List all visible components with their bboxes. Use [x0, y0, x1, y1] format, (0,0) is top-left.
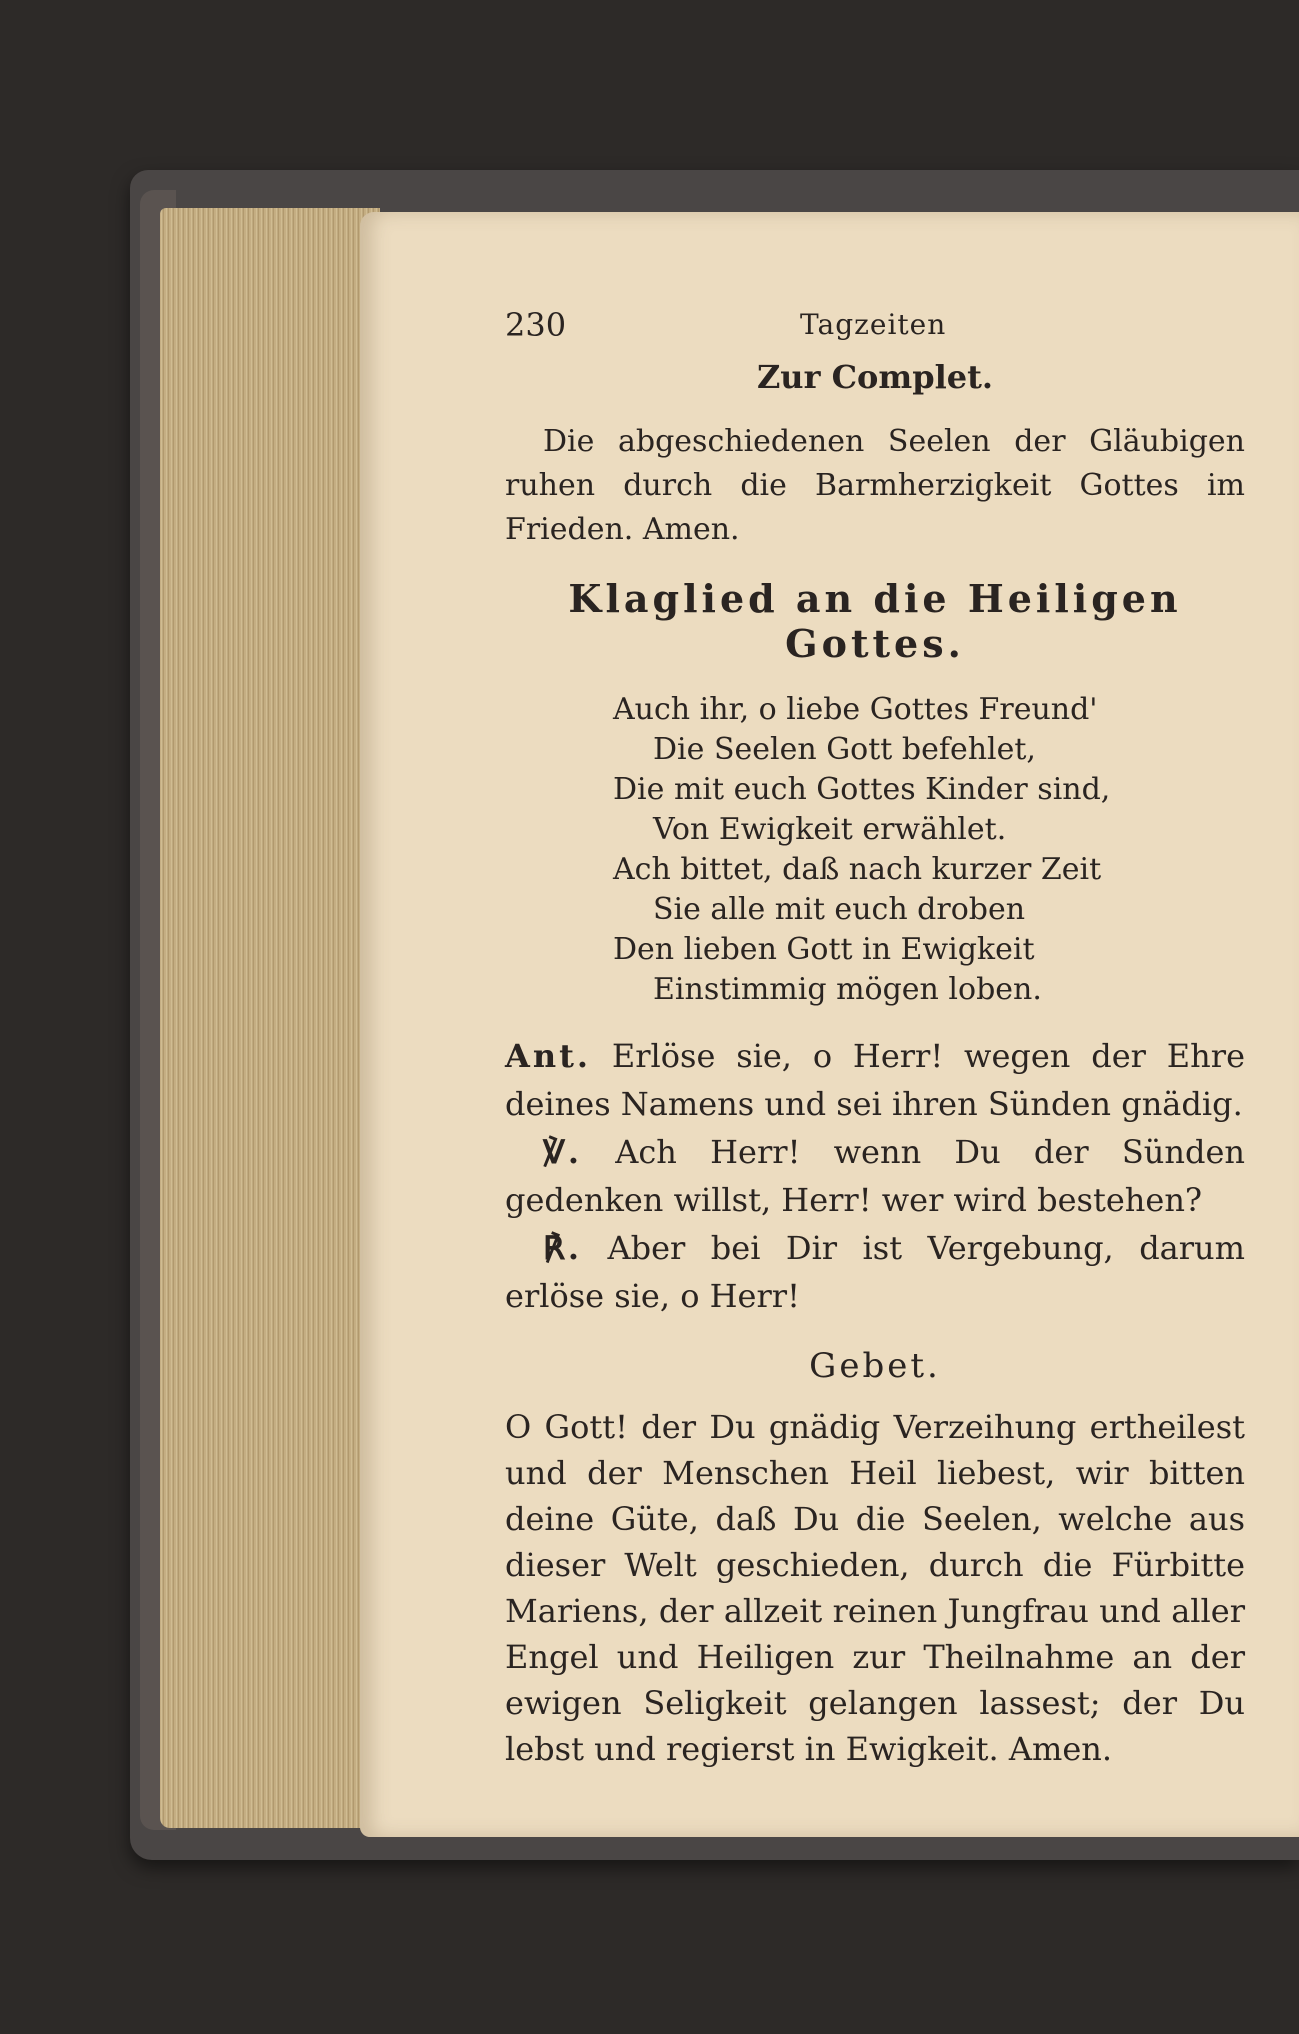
antiphon-label: Ant. — [505, 1037, 592, 1075]
page-number: 230 — [505, 306, 567, 344]
verse-line: Sie alle mit euch droben — [653, 892, 1026, 927]
antiphon-text: Erlöse sie, o Herr! wegen der Ehre deines Namens und sei ihren Sünden gnädig. — [505, 1037, 1246, 1123]
verse-line: Den lieben Gott in Ewigkeit — [613, 932, 1035, 967]
antiphon — [505, 1032, 1245, 1128]
klaglied-verse — [613, 690, 1245, 1010]
page-edges — [160, 208, 380, 1828]
response-text: Aber bei Dir ist Vergebung, darum erlöse sie, o Herr! — [505, 1229, 1246, 1315]
complet-text: Die abgeschiedenen Seelen der Gläubigen ruhen durch die Barmherzigkeit Gottes im Frieden. Amen. — [505, 424, 1245, 547]
versicle-text: Ach Herr! wenn Du der Sünden gedenken willst, Herr! wer wird bestehen? — [505, 1133, 1246, 1219]
response-label: ℟. — [543, 1229, 583, 1267]
page-content — [505, 290, 1245, 1772]
gebet-text: O Gott! der Du gnädig Verzeihung ertheilest und der Menschen Heil liebest, wir bitten deine Güte, daß Du die Seelen, welche aus dieser Welt geschieden, durch die Fürbitte Mariens, der allzeit reinen Jungfrau und aller Engel und Heiligen zur Theilnahme an der ewigen Seligkeit gelangen lassest; der Du lebst und regierst in Ewigkeit. Amen. — [505, 1408, 1245, 1768]
running-head: Tagzeiten — [800, 308, 947, 341]
spacer — [505, 1010, 1245, 1032]
gebet-heading: Gebet. — [809, 1346, 941, 1386]
verse-line: Die mit euch Gottes Kinder sind, — [613, 772, 1111, 807]
verse-line: Ach bittet, daß nach kurzer Zeit — [613, 852, 1102, 887]
verse-line: Einstimmig mögen loben. — [653, 972, 1042, 1007]
klaglied-heading: Klaglied an die Heiligen Gottes. — [568, 576, 1182, 666]
page-header — [505, 290, 1245, 346]
response — [505, 1224, 1245, 1320]
verse-line: Die Seelen Gott befehlet, — [653, 732, 1036, 767]
verse-line: Von Ewigkeit erwählet. — [653, 812, 1007, 847]
complet-heading: Zur Complet. — [756, 358, 994, 396]
versicle — [505, 1128, 1245, 1224]
versicle-label: ℣. — [543, 1133, 583, 1171]
verse-line: Auch ihr, o liebe Gottes Freund' — [613, 692, 1098, 727]
